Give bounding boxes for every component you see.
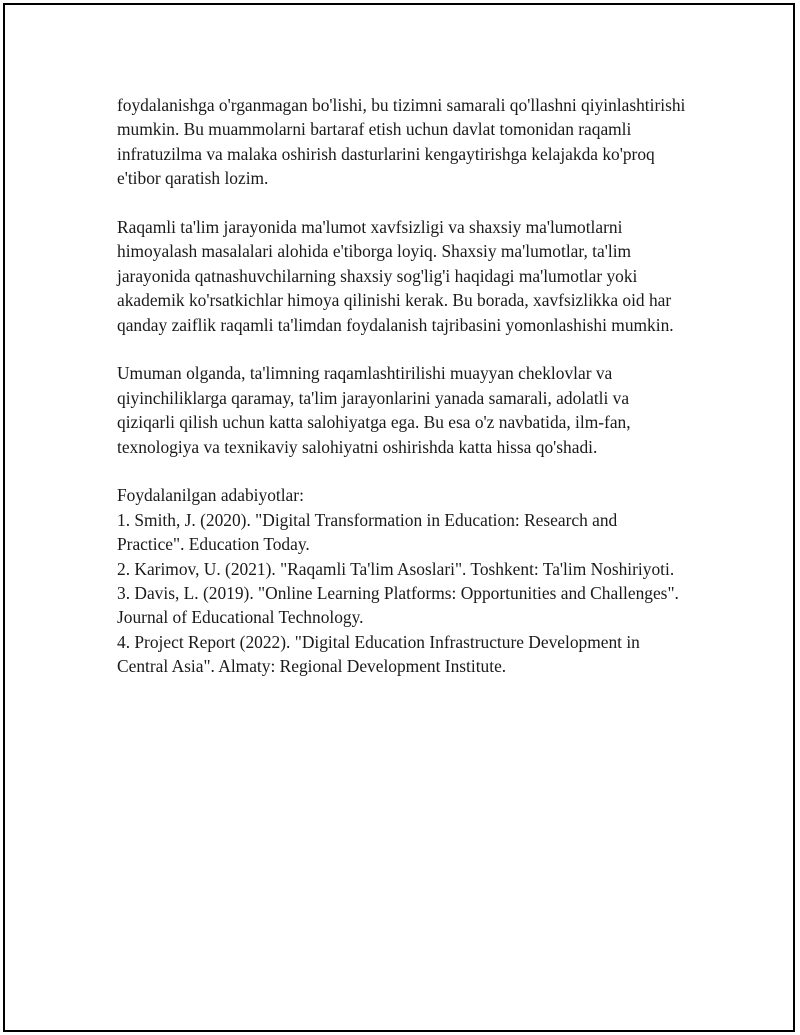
references-section [117,483,687,678]
paragraph-1: foydalanishga o'rganmagan bo'lishi, bu tizimni samarali qo'llashni qiyinlashtirishi mumkin. Bu muammolarni bartaraf etish uchun davlat tomonidan raqamli infratuzilma va malaka oshirish dasturlarini kengaytirishga kelajakda ko'proq e'tibor qaratish lozim. [117,95,686,189]
paragraph-3: Umuman olganda, ta'limning raqamlashtirilishi muayyan cheklovlar va qiyinchiliklarga qaramay, ta'lim jarayonlarini yanada samarali, adolatli va qiziqarli qilish uchun katta salohiyatga ega. Bu esa o'z navbatida, ilm-fan, texnologiya va texnikaviy salohiyatni oshirishda katta hissa qo'shadi. [117,363,631,457]
reference-item: 1. Smith, J. (2020). "Digital Transformation in Education: Research and Practice". Education Today. [117,509,618,555]
references-title: Foydalanilgan adabiyotlar: [117,485,304,506]
paragraph-2: Raqamli ta'lim jarayonida ma'lumot xavfsizligi va shaxsiy ma'lumotlarni himoyalash masalalari alohida e'tiborga loyiq. Shaxsiy ma'lumotlar, ta'lim jarayonida qatnashuvchilarning shaxsiy sog'lig'i haqidagi ma'lumotlar yoki akademik ko'rsatkichlar himoya qilinishi kerak. Bu borada, xavfsizlikka oid har qanday zaiflik raqamli ta'limdan foydalanish tajribasini yomonlashishi mumkin. [117,217,674,335]
document-body [117,93,687,679]
reference-item: 2. Karimov, U. (2021). "Raqamli Ta'lim Asoslari". Toshkent: Ta'lim Noshiriyoti. [117,558,675,579]
reference-item: 4. Project Report (2022). "Digital Education Infrastructure Development in Central Asia". Almaty: Regional Development Institute. [117,631,640,677]
reference-item: 3. Davis, L. (2019). "Online Learning Platforms: Opportunities and Challenges". Journal of Educational Technology. [117,583,679,628]
